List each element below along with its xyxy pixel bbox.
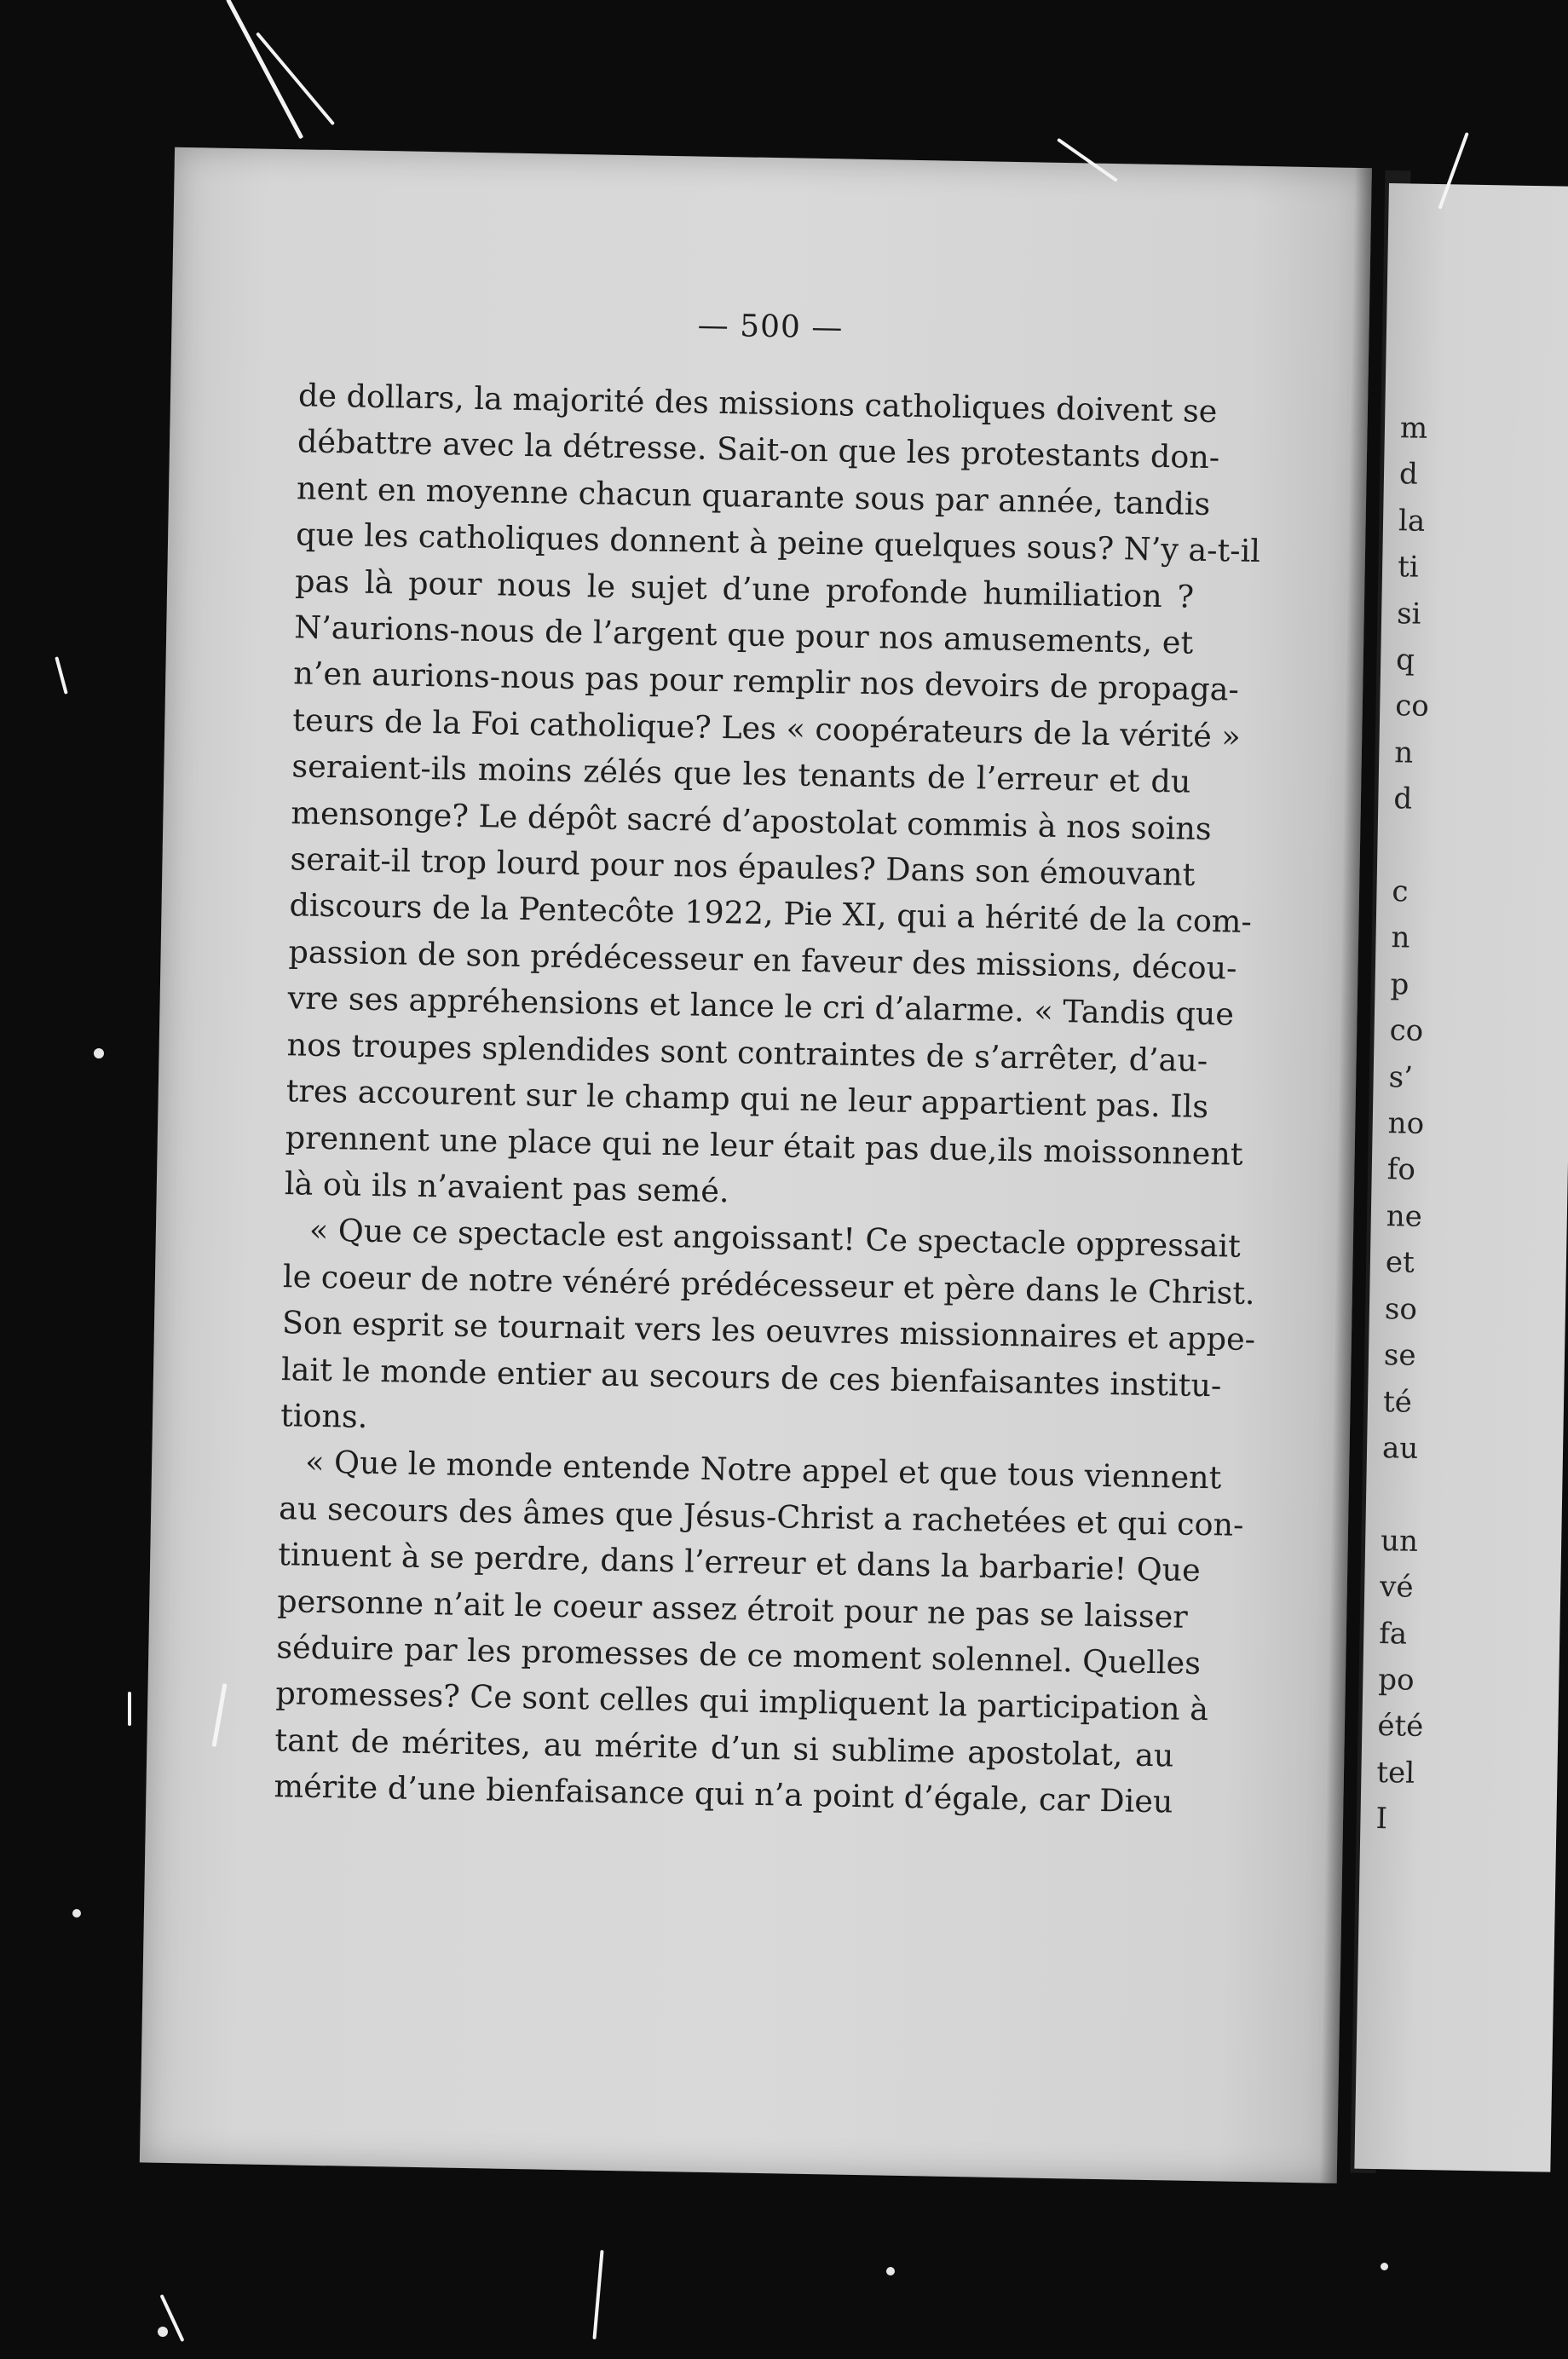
text-line: là où ils n’avaient pas semé. xyxy=(284,1165,729,1210)
fragment: m xyxy=(1399,411,1428,446)
fragment: un xyxy=(1380,1523,1419,1559)
text-line: tant de mérites, au mérite d’un si sublime apostolat, au xyxy=(274,1721,1174,1774)
fragment: n xyxy=(1391,920,1410,956)
fragment: p xyxy=(1390,967,1409,1002)
text-line: nent en moyenne chacun quarante sous par année, tandis xyxy=(296,470,1211,522)
fragment: tel xyxy=(1376,1755,1415,1791)
film-scratch xyxy=(128,1692,131,1726)
film-scratch xyxy=(226,0,303,139)
fragment-gap xyxy=(1392,822,1439,869)
facing-page-fragments xyxy=(1375,405,1446,1843)
text-line: n’en aurions-nous pas pour remplir nos devoirs de propaga- xyxy=(292,655,1240,709)
fragment: au xyxy=(1381,1431,1419,1466)
dust-speck xyxy=(886,2267,895,2275)
dust-speck xyxy=(72,1909,81,1918)
text-line: tres accourent sur le champ qui ne leur appartient pas. Ils xyxy=(285,1072,1209,1126)
fragment: so xyxy=(1384,1291,1418,1327)
fragment: n xyxy=(1393,735,1414,770)
fragment: la xyxy=(1398,504,1426,539)
fragment: se xyxy=(1383,1338,1416,1373)
text-line: pas là pour nous le sujet d’une profonde humiliation ? xyxy=(294,562,1195,615)
fragment: I xyxy=(1375,1802,1388,1837)
page-text xyxy=(274,372,1261,1825)
text-line: séduire par les promesses de ce moment solennel. Quelles xyxy=(276,1629,1202,1681)
fragment: d xyxy=(1398,457,1419,493)
text-line: débattre avec la détresse. Sait-on que les protestants don- xyxy=(297,423,1220,476)
fragment: no xyxy=(1387,1106,1425,1141)
text-line: tinuent à se perdre, dans l’erreur et dans la barbarie! Que xyxy=(277,1536,1202,1589)
fragment: co xyxy=(1394,689,1430,724)
fragment: té xyxy=(1382,1384,1413,1420)
fragment: ti xyxy=(1397,550,1420,585)
text-line: discours de la Pentecôte 1922, Pie XI, qui a hérité de la com- xyxy=(289,886,1253,941)
text-line: mensonge? Le dépôt sacré d’apostolat commis à nos soins xyxy=(291,793,1212,847)
text-line: serait-il trop lourd pour nos épaules? Dans son émouvant xyxy=(290,840,1196,893)
text-line: « Que ce spectacle est angoissant! Ce spectacle oppressait xyxy=(308,1212,1242,1266)
fragment: fa xyxy=(1378,1616,1408,1652)
text-line: promesses? Ce sont celles qui impliquent la participation à xyxy=(275,1675,1209,1728)
page-number: — 500 — xyxy=(697,308,844,346)
fragment: s’ xyxy=(1388,1059,1414,1095)
film-scratch xyxy=(55,656,68,695)
fragment: q xyxy=(1395,643,1415,678)
fragment: ne xyxy=(1386,1199,1423,1234)
fragment: co xyxy=(1389,1013,1424,1049)
text-line: le coeur de notre vénéré prédécesseur et père dans le Christ. xyxy=(282,1257,1255,1312)
text-line: que les catholiques donnent à peine quelques sous? N’y a-t-il xyxy=(295,516,1261,570)
text-line: prennent une place qui ne leur était pas due,ils moissonnent xyxy=(285,1118,1243,1173)
fragment: c xyxy=(1392,874,1409,909)
dust-speck xyxy=(158,2327,168,2337)
film-scratch xyxy=(592,2250,603,2339)
text-line: vre ses appréhensions et lance le cri d’alarme. « Tandis que xyxy=(287,979,1235,1033)
text-line: lait le monde entier au secours de ces bienfaisantes institu- xyxy=(280,1350,1222,1404)
fragment: été xyxy=(1377,1709,1424,1745)
text-line: « Que le monde entende Notre appel et que tous viennent xyxy=(304,1443,1222,1497)
text-line: teurs de la Foi catholique? Les « coopérateurs de la vérité » xyxy=(292,701,1242,755)
fragment: vé xyxy=(1379,1570,1414,1605)
right-page xyxy=(1354,183,1568,2172)
text-line: de dollars, la majorité des missions catholiques doivent se xyxy=(297,377,1218,430)
fragment: fo xyxy=(1386,1152,1416,1188)
dust-speck xyxy=(94,1048,104,1058)
dust-speck xyxy=(1381,2263,1388,2270)
text-line: tions. xyxy=(280,1397,368,1435)
fragment: si xyxy=(1396,596,1421,632)
text-line: au secours des âmes que Jésus-Christ a rachetées et qui con- xyxy=(278,1489,1244,1543)
left-page xyxy=(140,147,1372,2183)
fragment: d xyxy=(1393,782,1413,816)
text-line: seraient-ils moins zélés que les tenants de l’erreur et du xyxy=(291,747,1191,800)
fragment-gap xyxy=(1381,1471,1428,1518)
text-line: Son esprit se tournait vers les oeuvres missionnaires et appe- xyxy=(281,1304,1256,1358)
text-line: personne n’ait le coeur assez étroit pour ne pas se laisser xyxy=(276,1582,1189,1635)
fragment: po xyxy=(1378,1662,1415,1698)
text-line: N’aurions-nous de l’argent que pour nos amusements, et xyxy=(293,608,1194,661)
text-line: passion de son prédécesseur en faveur des missions, décou- xyxy=(288,933,1237,987)
text-line: mérite d’une bienfaisance qui n’a point d’égale, car Dieu xyxy=(274,1768,1173,1820)
fragment: et xyxy=(1385,1245,1415,1281)
text-line: nos troupes splendides sont contraintes de s’arrêter, d’au- xyxy=(286,1025,1208,1079)
